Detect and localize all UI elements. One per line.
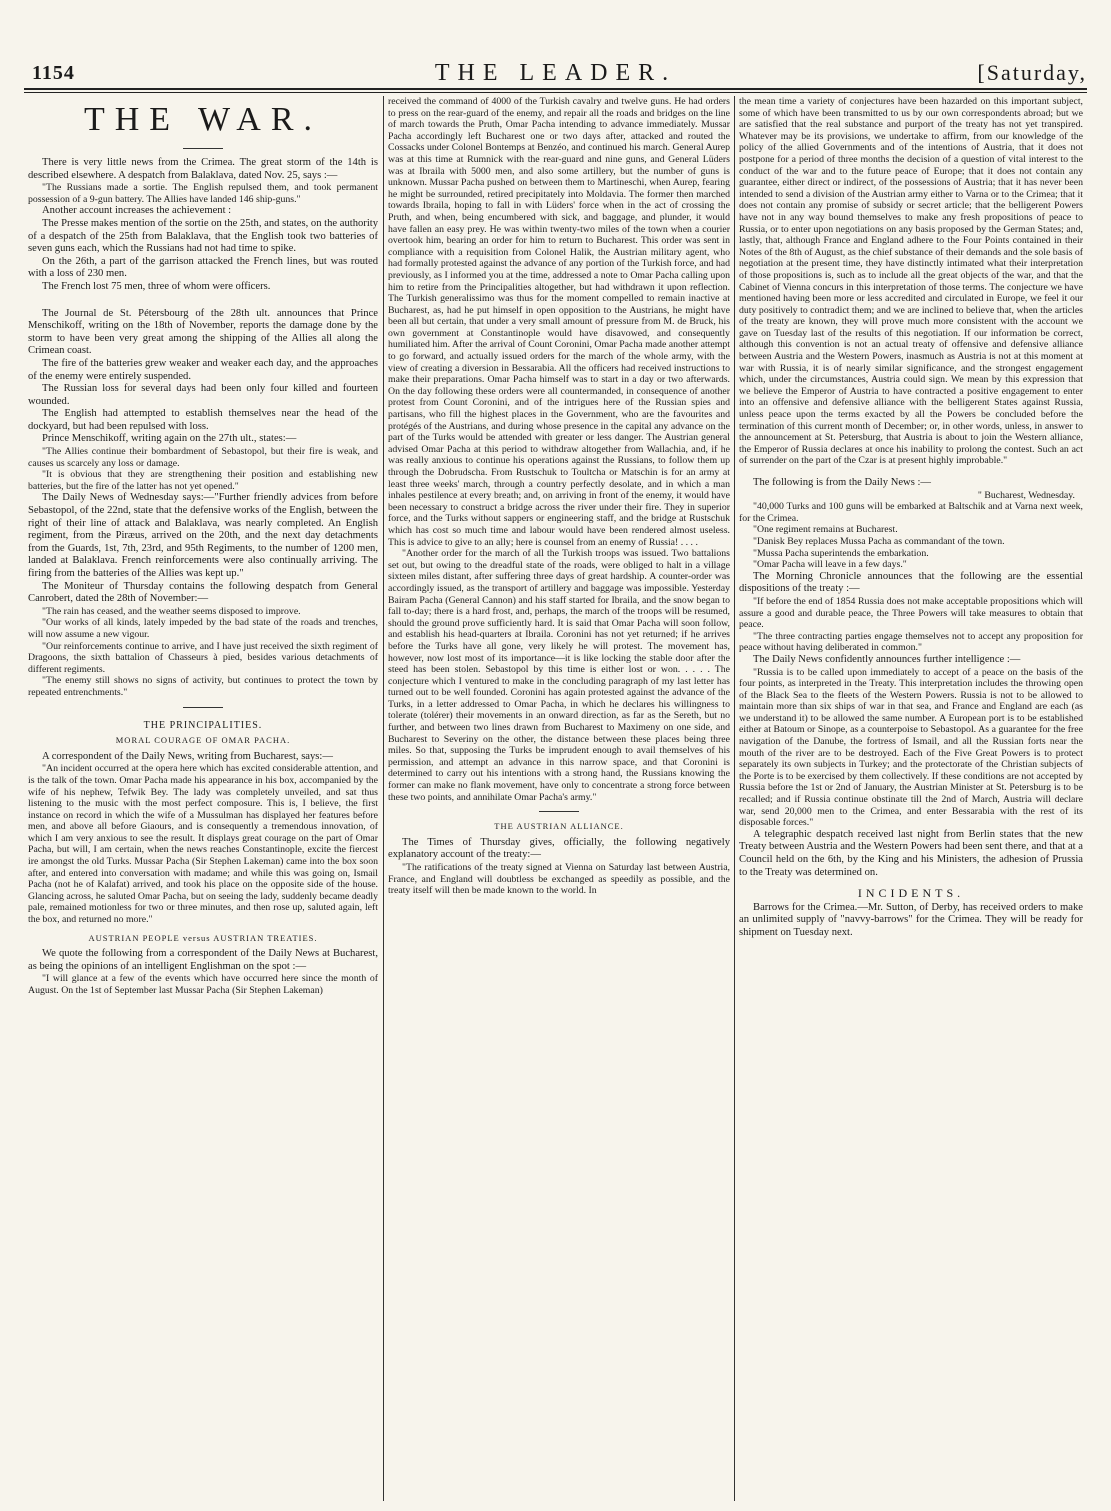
paragraph: "Our works of all kinds, lately impeded by the bad state of the roads and trenches, will now assume a new vigour.	[28, 617, 378, 640]
paragraph: "Another order for the march of all the Turkish troops was issued. Two battalions set out, but owing to the dreadful state of the roads, were obliged to halt in a village sixteen miles distant, after suffering three days of great hardship. A counter-order was accordingly issued, as the transport of artillery and baggage was impossible. Yesterday Bairam Pacha (General Cannon) and his staff started for Ibraila, and the snow began to fall to-day; there is a hard frost, and, perhaps, the march of the troops will be resumed, should the ground prove sufficiently hard. It is said that Omar Pacha will soon follow, and establish his head-quarters at Ibraila. Coronini has not yet returned; if he arrives before the Turks have all gone, very likely he will protest. The movement has, however, now lost most of its importance—it is like locking the stable door after the steed has been stolen. Sebastopol by this time is either lost or won. . . . . The conjecture which I ventured to make in the concluding paragraph of my last letter has turned out to be well founded. Coronini has again protested against the advance of the Turks, in a letter addressed to Omar Pacha, in which he declares his willingness to tolerate (tolérer) their movements in an onward direction, as far as the Sereth, but no further, and between two lines drawn from Bucharest to Maximeny on one side, and Bucharest to Severiny on the other, the distance between these places being three miles. So that, supposing the Turks be imprudent enough to avail themselves of his permission, and attempt an advance in this narrow space, and that Coronini is determined to carry out his intentions with a strong hand, the Russians knowing the former can make no flank movement, have only to concentrate a strong force between these two points, and annihilate Omar Pacha's army."	[388, 548, 730, 803]
paragraph: The Journal de St. Pétersbourg of the 28th ult. announces that Prince Menschikoff, writing on the 18th of November, reports the damage done by the storm to have been very great among the shipping of the Allies all along the Crimean coast.	[28, 307, 378, 357]
paragraph: The fire of the batteries grew weaker and weaker each day, and the approaches of the enemy were entirely suspended.	[28, 357, 378, 382]
paragraph: "If before the end of 1854 Russia does not make acceptable propositions which will assure a good and durable peace, the Three Powers will take measures to obtain that peace.	[739, 595, 1083, 631]
paragraph: There is very little news from the Crimea. The great storm of the 14th is described elsewhere. A despatch from Balaklava, dated Nov. 25, says :—	[28, 157, 378, 181]
paragraph: the mean time a variety of conjectures have been hazarded on this important subject, some of which have been transmitted to us by our own correspondents abroad; but we are satisfied that the real substance and purport of the treaty has not yet transpired. Whatever may be its provisions, we undertake to affirm, from our knowledge of the policy of the allied Governments and of the intentions of Austria, that it does not postpone for a period of three months the decision of a question of vital interest to the conduct of the war and to the future peace of Europe; that it does not contain any guarantee, either direct or indirect, of the possessions of Austria; that it has never been intended to send a division of the Austrian army either to Varna or to the Crimea; that it does not contain any promise of subsidy or secret article; that the belligerent Powers have not in any way bound themselves to make any fresh propositions of peace to Russia, or to enter upon negotiations on any basis proposed by the German States; and, lastly, that, although France and England adhere to the Four Points contained in their Notes of the 8th of August, as the chief substance of their demands and the sole basis of negotiation at the present time, they have distinctly intimated what their interpretation of those propositions is, such as to include all the great objects of the war, and that the Cabinet of Vienna concurs in this interpretation of those terms. The conjecture we have mentioned having been more or less accredited and circulated in Europe, we feel it our duty positively to contradict them; and we are inclined to believe that, when the articles of the treaty are known, they will prove much more consistent with the account we gave on Tuesday last of the results of this negotiation. If our information be correct, although this convention is not an actual treaty of offensive and defensive alliance between Austria and the Western Powers, inasmuch as Austria is not at this moment at war with Russia, it is of nearly similar significance, and the strongest engagement which, under the circumstances, Austria could sign. We mean by this expression that we believe the Emperor of Austria to have contracted a positive engagement to enter into an offensive and defensive alliance with the belligerent States against Russia, unless peace upon the terms exacted by all the Powers be concluded before the termination of this current month of December; or, in other words, unless, in answer to the announcement at St. Petersburg, that Austria is about to join the Western alliance, the Emperor of Russia declares at once his inability to prolong the contest. Such an act of surrender on the part of the Czar is at present highly improbable."	[739, 96, 1083, 467]
paragraph: "The ratifications of the treaty signed at Vienna on Saturday last between Austria, France, and England will doubtless be exchanged as speedily as possible, and the treaty itself will then be made known to the world. In	[388, 862, 730, 897]
paragraph: Prince Menschikoff, writing again on the 27th ult., states:—	[42, 433, 297, 445]
column-3	[739, 96, 1083, 1506]
paragraph: The English had attempted to establish themselves near the head of the dockyard, but had been repulsed with loss.	[28, 408, 378, 432]
paragraph: "40,000 Turks and 100 guns will be embarked at Baltschik and at Varna next week, for the Crimea.	[739, 501, 1083, 524]
paragraph: "The three contracting parties engage themselves not to accept any proposition for peace without having deliberated in common."	[739, 630, 1083, 654]
paragraph: "One regiment remains at Bucharest.	[753, 524, 898, 536]
paragraph: The Daily News confidently announces further intelligence :—	[753, 653, 1021, 665]
column-2	[388, 96, 730, 1506]
page-number: 1154	[32, 62, 75, 84]
paragraph: The Presse makes mention of the sortie on the 25th, and states, on the authority of a despatch of the 25th from Balaklava, that the English took two batteries of seven guns each, which the Russians had not had time to spike.	[28, 217, 378, 255]
sub-heading: AUSTRIAN PEOPLE versus AUSTRIAN TREATIES.	[88, 932, 318, 943]
paragraph: "Mussa Pacha superintends the embarkation.	[753, 547, 929, 559]
section-heading: INCIDENTS.	[857, 886, 965, 901]
paragraph: The French lost 75 men, three of whom were officers.	[42, 280, 271, 292]
masthead: THE LEADER.	[434, 60, 677, 86]
sub-heading: MORAL COURAGE OF OMAR PACHA.	[115, 735, 291, 746]
paragraph: The Daily News of Wednesday says:—"Further friendly advices from before Sebastopol, of the 22nd, state that the defensive works of the English, between the right of their line of attack and Balaklava, was nearly completed. An English regiment, from the Piræus, arrived on the 20th, and the next day detachments from the Guards, 1st, 7th, 23rd, and 95th Regiments, to the number of 1200 men, landed at Balaklava. French reinforcements were also continually arriving. The firing from the batteries of the Allies was kept up."	[28, 492, 378, 579]
page-header	[24, 58, 1087, 88]
divider	[183, 148, 223, 149]
section-title: THE WAR.	[83, 101, 323, 138]
paragraph: "Danisk Bey replaces Mussa Pacha as commandant of the town.	[753, 535, 1005, 547]
paragraph: On the 26th, a part of the garrison attacked the French lines, but was routed with a loss of 230 men.	[28, 255, 378, 280]
issue-day: [Saturday,	[977, 60, 1087, 85]
column-divider	[383, 96, 384, 1501]
spacer	[739, 467, 1083, 477]
paragraph: The Moniteur of Thursday contains the following despatch from General Canrobert, dated the 28th of November:—	[28, 580, 378, 605]
paragraph: "It is obvious that they are strengthening their position and establishing new batteries, but the fire of the latter has not yet opened."	[28, 469, 378, 492]
paragraph: Another account increases the achievement :	[42, 205, 232, 217]
section-heading: THE AUSTRIAN ALLIANCE.	[494, 821, 624, 832]
column-1	[28, 96, 378, 1506]
paragraph: "The enemy still shows no signs of activity, but continues to protect the town by repeated entrenchments."	[28, 675, 378, 698]
paragraph: "The rain has ceased, and the weather seems disposed to improve.	[42, 605, 301, 617]
paragraph: "An incident occurred at the opera here which has excited considerable attention, and is the talk of the town. Omar Pacha made his appearance in his box, accompanied by the wife of his nephew, Tefwik Bey. The lady was completely unveiled, and sat thus listening to the music with the most perfect composure. This is, I believe, the first instance on record in which the wife of a Mussulman has displayed her features before men, and above all before Giaours, and is consequently a tremendous innovation, of which I am very anxious to see the result. It displays great courage on the part of Omar Pacha, but will, I am certain, when the news reaches Constantinople, excite the fiercest ire amongst the old Turks. Mussar Pacha (Sir Stephen Lakeman) came into the box soon after, and entered into conversation with madame; and while this was going on, Ismail Pacha (not he of Kalafat) arrived, and took his place on the opposite side of the house. Glancing across, he saluted Omar Pacha, but on seeing the lady, suddenly became deadly pale, remained motionless for two or three minutes, and then rose up, saluted again, left the box, and returned no more."	[28, 763, 378, 926]
paragraph: We quote the following from a correspondent of the Daily News at Bucharest, as being the opinions of an intelligent Englishman on the spot :—	[28, 948, 378, 972]
paragraph: A correspondent of the Daily News, writing from Bucharest, says:—	[42, 750, 333, 762]
paragraph: "Our reinforcements continue to arrive, and I have just received the sixth regiment of Dragoons, the sixth battalion of Chasseurs à pied, besides various detachments of different regiments.	[28, 640, 378, 675]
paragraph: Barrows for the Crimea.—Mr. Sutton, of Derby, has received orders to make an unlimited supply of "navvy-barrows" for the Crimea. They will be ready for shipment on Tuesday next.	[739, 901, 1083, 938]
paragraph: A telegraphic despatch received last night from Berlin states that the new Treaty between Austria and the Western Powers had been sent there, and that at a Council held on the 6th, by the King and his Ministers, the adhesion of Prussia to the Treaty was determined on.	[739, 828, 1083, 878]
paragraph: The Russian loss for several days had been only four killed and fourteen wounded.	[28, 383, 378, 407]
paragraph: The following is from the Daily News :—	[753, 477, 932, 488]
column-divider	[734, 96, 735, 1501]
paragraph: "I will glance at a few of the events which have occurred here since the month of August. On the 1st of September last Mussar Pacha (Sir Stephen Lakeman)	[28, 973, 378, 996]
paragraph: "Russia is to be called upon immediately to accept of a peace on the basis of the four points, as interpreted in the Treaty. This interpretation includes the throwing open of the Black Sea to the fleets of the Western Powers. Russia is not to be allowed to maintain more than six ships of war in that sea, and France and England are each (as we understand it) to be allowed the same number. A European port is to be established either at Batoum or Sinope, as a counterpoise to Sebastopol. As a guarantee for the free navigation of the Danube, the fortress of Ismail, and all the Russian forts near the mouth of the river are to be destroyed. Each of the Five Great Powers is to protect separately its own subjects in Turkey; and the protectorate of the Christian subjects of the Porte is to be exercised by them collectively. If these conditions are not accepted by Russia before the 1st or 2nd of January, the Austrian Minister at St. Petersburg is to be recalled; and if Russia continue obstinate till the 2nd of March, Austria will declare war, send 20,000 men to the Crimea, and enter Bessarabia with the rest of its disposable forces."	[739, 666, 1083, 829]
divider	[539, 811, 579, 812]
paragraph: "Omar Pacha will leave in a few days."	[753, 559, 907, 571]
section-heading: THE PRINCIPALITIES.	[143, 719, 263, 731]
paragraph: received the command of 4000 of the Turkish cavalry and twelve guns. He had orders to press on the rear-guard of the enemy, and repair all the roads and bridges on the line of march towards the Pruth, Omar Pacha intending to advance immediately. Mussar Pacha accordingly left Bucharest one or two days after, attacked and routed the Cossacks under Colonel Bontemps at Benzéo, and continued his march. General Aurep was at this time at Rumnick with the rear-guard and nine guns, and General Lüders was at Ibraila with 5000 men, and also some artillery, but the number of guns is unknown. Mussar Pacha pushed on between them to Martineschi, when Aurep, fearing he might be surrounded, retired precipitately into Moldavia. The former then marched towards Ibraila, hoping to fall in with Lüders' force when in the act of crossing the Pruth, and when, being encumbered with sick, and baggage, and plunder, it would have fallen an easy prey. He was within twenty-two miles of the town when a courier overtook him, bearing an order for him to return to Bucharest. This order was sent in compliance with a requisition from Colonel Halik, the Austrian military agent, who had formally protested against the advance of any portion of the Turkish force, and had previously, as I informed you at the time, addressed a note to Omar Pacha calling upon him to retire from the Principalities altogether, but had withdrawn it upon reflection. The Turkish generalissimo was thus for the moment compelled to remain inactive at Bucharest, as, had he put himself in open opposition to the Austrians, he might have been all but certain, that under a very small amount of pressure from M. de Bruck, his own government at Constantinople would have disavowed, and consequently humiliated him. After the arrival of Count Coronini, Omar Pacha made another attempt to go forward, and actually issued orders for the march of the whole army, with the view of creating a diversion in Bessarabia. All the officers had received instructions to make their preparations. Omar Pacha himself was to start in a day or two afterwards. On the day following these orders were all countermanded, in consequence of another protest from Count Coronini, and of the intrigues here of the Russian spies and partisans, who fill the highest places in the Government, who are the favourites and protégés of the Austrians, and during whose presence in the capital any advance on the part of the Turks would be attended with greater or less danger. The Austrian general advised Omar Pacha at this period to withdraw altogether from Wallachia, and, if he was really anxious to continue his operations against the Russians, to follow them up through the Dobrudscha. From Rustschuk to Toultcha or Matschin is for an army at least three weeks' march, through a country perfectly desolate, and in which a man inhales pestilence at every breath; and, on arriving in front of the enemy, it would have been necessary to construct a bridge across the river under their fire. They in superior force, and the Turks without sappers or engineering staff, and the bridge at Rustschuk which has cost so much time and labour would have been rendered almost useless. This is advice to give to an ally; here is counsel from an enemy of Russia! . . . .	[388, 96, 730, 548]
header-rule-thin	[24, 92, 1087, 93]
header-rule	[24, 88, 1087, 90]
dateline: " Bucharest, Wednesday.	[977, 489, 1075, 501]
divider	[183, 707, 223, 708]
paragraph: "The Allies continue their bombardment of Sebastopol, but their fire is weak, and causes us scarcely any loss or damage.	[28, 446, 378, 469]
spacer	[28, 294, 378, 308]
paragraph: The Times of Thursday gives, officially, the following negatively explanatory account of the treaty:—	[388, 836, 730, 861]
paragraph: "The Russians made a sortie. The English repulsed them, and took permanent possession of a 9-gun battery. The Allies have landed 146 ship-guns."	[28, 182, 378, 205]
paragraph: The Morning Chronicle announces that the following are the essential dispositions of the treaty :—	[739, 570, 1083, 595]
